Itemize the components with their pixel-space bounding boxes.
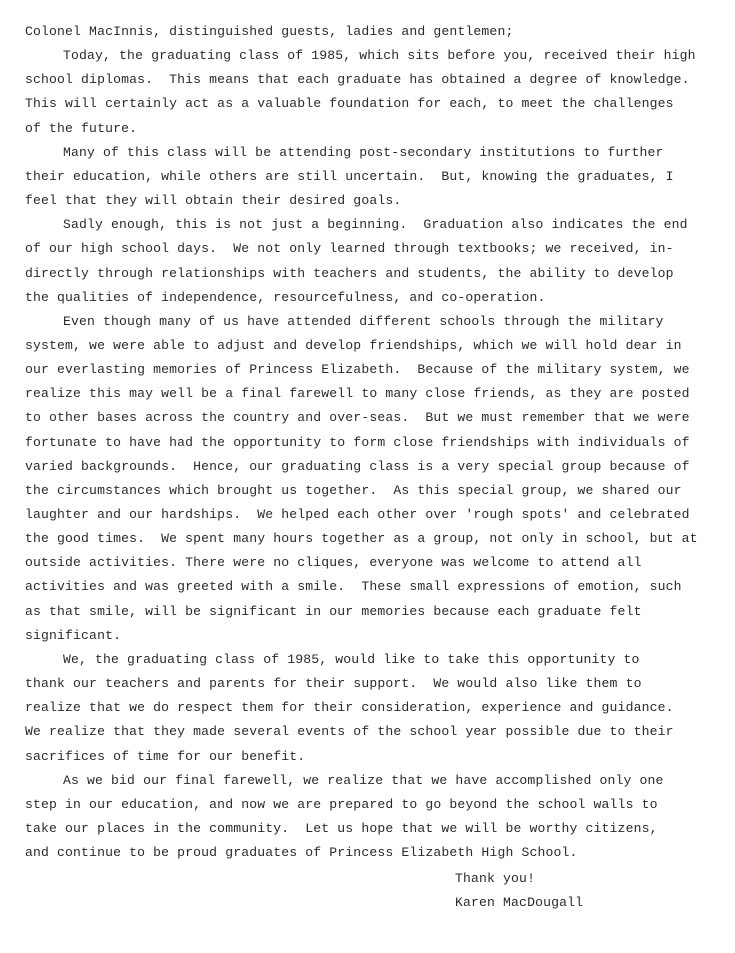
paragraph-first-line: Sadly enough, this is not just a beginning. Graduation also indicates the end <box>63 217 688 233</box>
paragraph-first-line: We, the graduating class of 1985, would like to take this opportunity to <box>63 651 640 667</box>
paragraph-line: directly through relationships with teachers and students, the ability to develop <box>25 265 674 281</box>
paragraph-line: feel that they will obtain their desired goals. <box>25 193 402 209</box>
paragraph-line: the qualities of independence, resourcefulness, and co-operation. <box>25 289 546 305</box>
paragraph-line: of our high school days. We not only learned through textbooks; we received, in- <box>25 241 674 257</box>
paragraph-line: significant. <box>25 627 122 643</box>
paragraph-line: step in our education, and now we are prepared to go beyond the school walls to <box>25 796 658 812</box>
paragraph-line: varied backgrounds. Hence, our graduating class is a very special group because of <box>25 458 690 474</box>
paragraph-line: realize this may well be a final farewell to many close friends, as they are posted <box>25 386 690 402</box>
paragraph-line: our everlasting memories of Princess Elizabeth. Because of the military system, we <box>25 362 690 378</box>
paragraph-line: laughter and our hardships. We helped each other over 'rough spots' and celebrated <box>25 507 690 522</box>
paragraph-line: This will certainly act as a valuable foundation for each, to meet the challenges <box>25 96 674 112</box>
paragraph-line: as that smile, will be significant in our memories because each graduate felt <box>25 603 642 619</box>
closing: Thank you! <box>455 871 536 887</box>
paragraph-first-line: As we bid our final farewell, we realize that we have accomplished only one <box>63 772 664 788</box>
paragraph-line: take our places in the community. Let us hope that we will be worthy citizens, <box>25 820 658 836</box>
paragraph-line: the circumstances which brought us together. As this special group, we shared our <box>25 482 682 498</box>
paragraph-first-line: Today, the graduating class of 1985, which sits before you, received their high <box>63 48 696 64</box>
paragraph-line: thank our teachers and parents for their support. We would also like them to <box>25 676 642 691</box>
salutation: Colonel MacInnis, distinguished guests, ladies and gentlemen; <box>25 24 514 39</box>
paragraph-line: system, we were able to adjust and develop friendships, which we will hold dear in <box>25 337 682 353</box>
paragraph-line: their education, while others are still uncertain. But, knowing the graduates, I <box>25 168 674 184</box>
paragraph-line: outside activities. There were no cliques, everyone was welcome to attend all <box>25 555 642 571</box>
paragraph-line: We realize that they made several events of the school year possible due to their <box>25 724 674 740</box>
paragraph-line: and continue to be proud graduates of Princess Elizabeth High School. <box>25 845 578 861</box>
paragraph-first-line: Many of this class will be attending post-secondary institutions to further <box>63 144 664 160</box>
paragraph-first-line: Even though many of us have attended different schools through the military <box>63 313 664 329</box>
paragraph-line: realize that we do respect them for their consideration, experience and guidance. <box>25 700 674 716</box>
paragraph-line: of the future. <box>25 120 138 136</box>
signature: Karen MacDougall <box>455 895 584 911</box>
paragraph-line: school diplomas. This means that each graduate has obtained a degree of knowledge. <box>25 72 690 88</box>
paragraph-line: to other bases across the country and over-seas. But we must remember that we were <box>25 410 690 426</box>
paragraph-line: fortunate to have had the opportunity to form close friendships with individuals of <box>25 434 690 450</box>
paragraph-line: sacrifices of time for our benefit. <box>25 748 306 764</box>
paragraph-line: activities and was greeted with a smile. These small expressions of emotion, such <box>25 579 682 595</box>
paragraph-line: the good times. We spent many hours together as a group, not only in school, but at <box>25 531 698 547</box>
